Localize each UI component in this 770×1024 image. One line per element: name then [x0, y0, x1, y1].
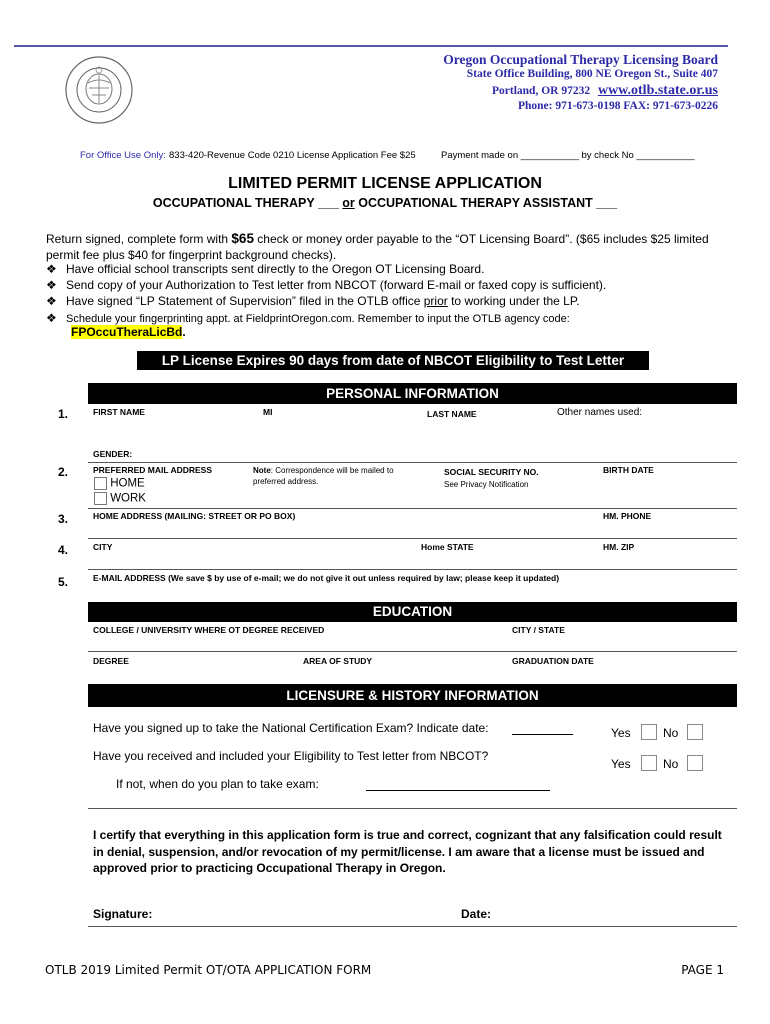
area-of-study-label: AREA OF STUDY: [303, 656, 373, 666]
row-number: 2.: [58, 465, 69, 479]
note-text: : Correspondence will be mailed to preferred address.: [253, 466, 394, 486]
privacy-link[interactable]: See Privacy Notification: [444, 480, 529, 489]
eligibility-no-checkbox[interactable]: [687, 755, 703, 771]
city-label: CITY: [93, 542, 113, 552]
yes-label: Yes: [611, 726, 631, 740]
work-option[interactable]: [94, 492, 146, 505]
no-label: No: [663, 757, 679, 771]
form-title: LIMITED PERMIT LICENSE APPLICATION: [228, 175, 542, 192]
divider: [88, 508, 737, 509]
eligibility-question: Have you received and included your Eligibility to Test letter from NBCOT?: [93, 749, 489, 763]
yes-label: Yes: [611, 757, 631, 771]
divider: [88, 569, 737, 570]
divider: [88, 651, 737, 652]
licensure-heading: LICENSURE & HISTORY INFORMATION: [88, 684, 737, 707]
certification-statement: I certify that everything in this application form is true and correct, cognizant that any falsification could result in denial, suspension, and/or revocation of my permit/license. I am aware that a license must be issued and approved prior to practicing Occupational Therapy in Oregon.: [93, 828, 722, 875]
bullet-fingerprint: [46, 311, 570, 325]
date-label: Date:: [461, 907, 492, 921]
mail-note: [253, 465, 428, 487]
home-address-label: HOME ADDRESS (MAILING: STREET OR PO BOX): [93, 511, 296, 521]
state-seal-icon: [64, 55, 134, 125]
divider: [88, 808, 737, 809]
ot-option: OCCUPATIONAL THERAPY ___: [152, 196, 343, 210]
plan-exam-question: If not, when do you plan to take exam:: [116, 777, 319, 791]
exam-yes-checkbox[interactable]: [641, 724, 657, 740]
board-address: State Office Building, 800 NE Oregon St., Suite 407: [466, 68, 718, 80]
agency-code-line: FPOccuTheraLicBd.: [71, 325, 186, 339]
bullet-text: Have official school transcripts sent directly to the Oregon OT Licensing Board.: [66, 262, 485, 276]
bullet-text: Schedule your fingerprinting appt. at FieldprintOregon.com. Remember to input the OTLB agency code:: [66, 313, 570, 325]
bullet-icon: ❖: [46, 278, 57, 292]
bullet-icon: ❖: [46, 262, 57, 276]
city-state-label: CITY / STATE: [512, 625, 565, 635]
hm-phone-label: HM. PHONE: [603, 511, 652, 521]
bullet-icon: ❖: [46, 294, 57, 308]
gender-label: GENDER:: [93, 449, 133, 459]
mi-label: MI: [263, 407, 273, 417]
home-checkbox[interactable]: [94, 477, 107, 490]
plan-exam-line[interactable]: [366, 790, 550, 791]
board-name: Oregon Occupational Therapy Licensing Board: [443, 52, 718, 67]
board-phone: Phone: 971-673-0198 FAX: 971-673-0226: [517, 100, 718, 112]
bullet-text: Send copy of your Authorization to Test letter from NBCOT (forward E-mail or faxed copy is sufficient).: [66, 278, 607, 292]
footer-form-name: OTLB 2019 Limited Permit OT/OTA APPLICATION FORM: [45, 963, 372, 977]
or-word: or: [342, 196, 355, 210]
exam-question: Have you signed up to take the National Certification Exam? Indicate date:: [93, 721, 489, 735]
college-label: COLLEGE / UNIVERSITY WHERE OT DEGREE RECEIVED: [93, 625, 325, 635]
other-names-label: Other names used:: [557, 407, 643, 418]
exam-no-checkbox[interactable]: [687, 724, 703, 740]
footer-page-number: PAGE 1: [681, 963, 724, 977]
personal-heading: PERSONAL INFORMATION: [88, 383, 737, 404]
exam-date-line[interactable]: [512, 734, 573, 735]
instr-text-3: permit fee plus $40 for fingerprint background checks).: [46, 248, 337, 262]
website-link[interactable]: www.otlb.state.or.us: [597, 83, 718, 98]
row-number: 5.: [58, 575, 69, 589]
education-heading: EDUCATION: [88, 602, 737, 622]
bullet-nbcot: [46, 278, 606, 292]
ota-option: OCCUPATIONAL THERAPY ASSISTANT ___: [354, 196, 618, 210]
bullet-supervision: [46, 294, 580, 308]
work-option-label: WORK: [110, 492, 146, 505]
board-city-line: [492, 83, 718, 99]
email-label: E-MAIL ADDRESS (We save $ by use of e-mail; we do not give it out unless required by law; please keep it updated): [93, 573, 560, 583]
no-label: No: [663, 726, 679, 740]
graduation-date-label: GRADUATION DATE: [512, 656, 594, 666]
divider: [88, 462, 737, 463]
office-use-code: 833-420-Revenue Code 0210 License Application Fee $25: [169, 150, 416, 161]
birth-date-label: BIRTH DATE: [603, 465, 654, 475]
form-subtitle: [0, 196, 770, 210]
office-use-label: For Office Use Only:: [80, 150, 166, 161]
hm-zip-label: HM. ZIP: [603, 542, 635, 552]
divider: [88, 538, 737, 539]
work-checkbox[interactable]: [94, 492, 107, 505]
note-label: Note: [253, 466, 271, 475]
bullet-transcripts: [46, 262, 484, 276]
board-city: Portland, OR 97232: [492, 85, 591, 97]
ssn-label: SOCIAL SECURITY NO.: [444, 467, 539, 477]
signature-line[interactable]: [88, 926, 737, 927]
row-number: 3.: [58, 512, 69, 526]
instr-text: Return signed, complete form with: [46, 232, 232, 246]
home-state-label: Home STATE: [421, 542, 474, 552]
home-option-label: HOME: [110, 477, 145, 490]
home-option[interactable]: [94, 477, 145, 490]
instructions-para: [46, 231, 746, 263]
row-number: 4.: [58, 543, 69, 557]
bullet-icon: ❖: [46, 311, 57, 325]
signature-label: Signature:: [93, 907, 153, 921]
first-name-label: FIRST NAME: [93, 407, 145, 417]
fee-amount: $65: [231, 231, 254, 246]
eligibility-yes-checkbox[interactable]: [641, 755, 657, 771]
mail-address-label: PREFERRED MAIL ADDRESS: [93, 465, 213, 475]
expires-banner: LP License Expires 90 days from date of NBCOT Eligibility to Test Letter: [137, 351, 649, 370]
office-use-payment: Payment made on ___________ by check No ___________: [441, 150, 695, 161]
bullet-text: Have signed “LP Statement of Supervision” filed in the OTLB office: [66, 294, 424, 308]
bullet-text-end: to working under the LP.: [447, 294, 580, 308]
instr-text-2: check or money order payable to the “OT Licensing Board”. ($65 includes $25 limited: [253, 232, 709, 246]
row-number: 1.: [58, 407, 69, 421]
agency-code: FPOccuTheraLicBd: [71, 325, 183, 339]
degree-label: DEGREE: [93, 656, 129, 666]
header-rule: [14, 45, 728, 47]
last-name-label: LAST NAME: [427, 409, 477, 419]
prior-word: prior: [423, 294, 448, 308]
